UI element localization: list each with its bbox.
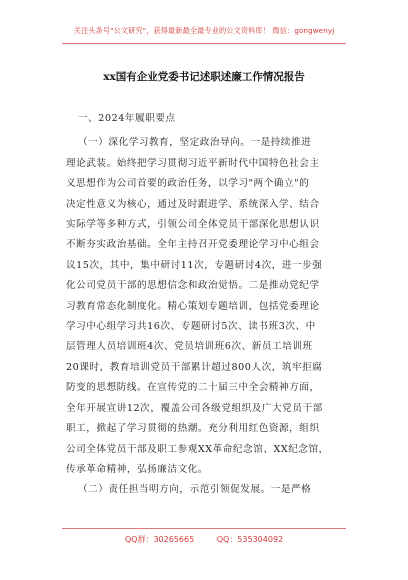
text-line: 学习中心组学习共16次、专题研讨5次、读书班3次、中 [66, 321, 316, 333]
text-line: 传承革命精神，弘扬廉洁文化。 [66, 463, 209, 475]
text-line: 公司全体党员干部及职工参观XX革命纪念馆、XX纪念馆， [66, 443, 329, 455]
document-body [66, 109, 346, 501]
text-line: 议15次，其中，集中研讨11次，专题研讨4次，进一步强 [66, 259, 323, 271]
text-line: （一）深化学习教育，坚定政治导向。一是持续推进 [78, 137, 312, 149]
text-line: 职工，掀起了学习贯彻的热潮。充分利用红色资源，组织 [66, 423, 320, 435]
text-line: 不断夯实政治基础。全年主持召开党委理论学习中心组会 [66, 239, 320, 251]
text-line: 实际学等多种方式，引领公司全体党员干部深化思想认识 [66, 219, 320, 231]
text-line: 化公司党员干部的思想信念和政治觉悟。二是推动党纪学 [66, 280, 320, 292]
section-heading: 一、2024年履职要点 [78, 113, 176, 124]
text-line: 义思想作为公司首要的政治任务，以学习"两个确立"的 [66, 178, 310, 190]
text-line: 20课时，教育培训党员干部累计超过800人次，筑牢拒腐 [66, 361, 323, 373]
text-line: （二）责任担当明方向，示范引领促发展。一是严格 [78, 484, 312, 496]
paragraph [66, 133, 346, 500]
text-line: 全年开展宣讲12次，覆盖公司各级党组织及广大党员干部 [66, 402, 323, 414]
text-line: 习教育常态化制度化。精心策划专题培训，包括党委理论 [66, 300, 320, 312]
text-line: 决定性意义为核心，通过及时跟进学、系统深入学、结合 [66, 198, 320, 210]
text-line: 理论武装。始终把学习贯彻习近平新时代中国特色社会主 [66, 157, 320, 169]
footer-contact [0, 534, 408, 545]
header-divider [62, 43, 346, 44]
header-note: 关注头条号"公文研究"，获得最新最全最专业的公文资料库！ 微信：gongwenyj [73, 26, 335, 35]
footer-divider [62, 528, 346, 529]
document-title: xx国有企业党委书记述职述廉工作情况报告 [103, 71, 305, 83]
footer-qq: QQ：535304092 [216, 535, 284, 544]
footer-qq-group: QQ群：30265665 [124, 535, 195, 544]
text-line: 层管理人员培训班4次、党员培训班6次、新员工培训班 [66, 341, 313, 353]
text-line: 防变的思想防线。在宣传党的二十届三中全会精神方面， [66, 382, 320, 394]
